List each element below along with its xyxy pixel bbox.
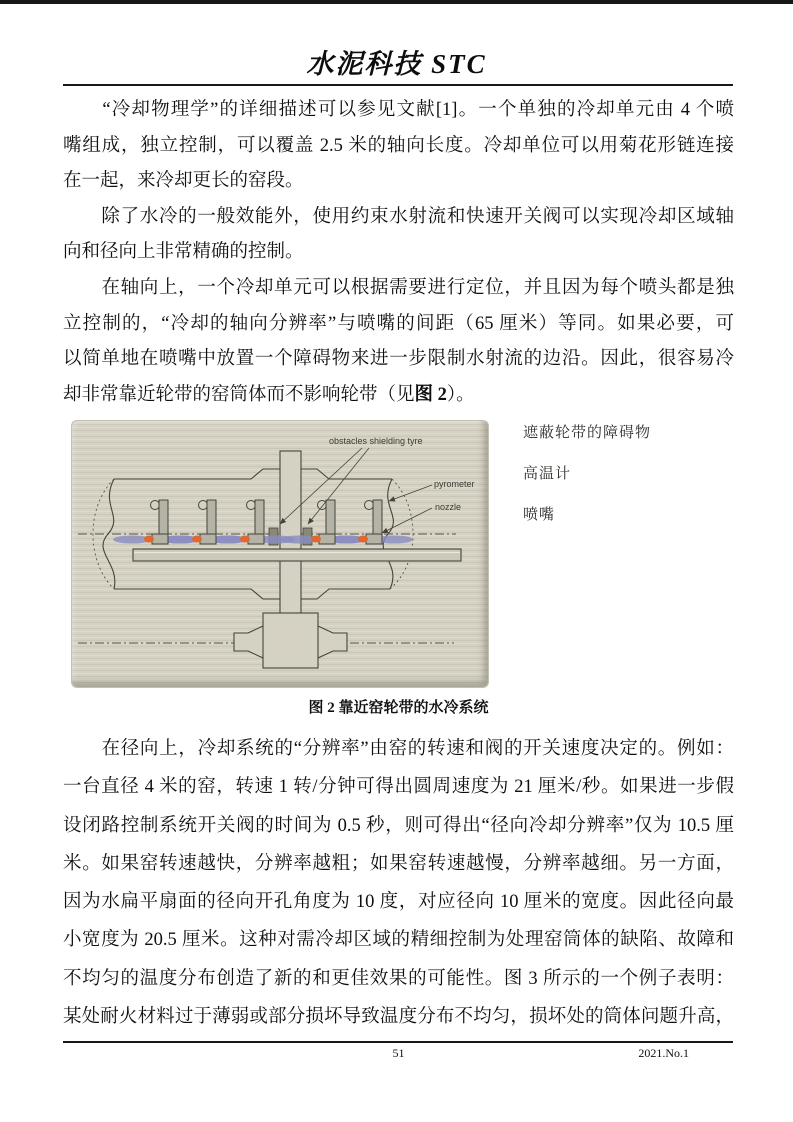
text-line: 因为水扁平扇面的径向开孔角度为 10 度，对应径向 10 厘米的宽度。因此径向最 — [63, 892, 734, 913]
text-line: 一台直径 4 米的窑，转速 1 转/分钟可得出圆周速度为 21 厘米/秒。如果进一步假 — [63, 777, 734, 798]
text-line: 除了水冷的一般效能外，使用约束水射流和快速开关阀可以实现冷却区域轴 — [63, 206, 734, 227]
nozzle-assemblies — [113, 500, 413, 544]
rail-shape — [133, 549, 461, 561]
label-nozzle: nozzle — [435, 502, 462, 512]
paragraph — [63, 93, 734, 200]
label-obstacles-shielding-tyre: obstacles shielding tyre — [329, 436, 423, 446]
body-paragraphs-top — [63, 93, 734, 413]
paragraph — [63, 730, 734, 1036]
text-line: “冷却物理学”的详细描述可以参见文献[1]。一个单独的冷却单元由 4 个喷 — [63, 100, 734, 120]
journal-title: 水泥科技 STC — [306, 49, 487, 79]
text-line: 嘴组成，独立控制，可以覆盖 2.5 米的轴向长度。冷却单位可以用菊花形链连接 — [63, 135, 734, 156]
text-line: 米。如果窑转速越快，分辨率越粗；如果窑转速越慢，分辨率越细。另一方面， — [63, 853, 734, 874]
body-paragraphs-bottom — [63, 730, 734, 1036]
figure-2-diagram — [71, 420, 489, 688]
kiln-tyre-shape — [280, 451, 301, 614]
figure-side-label-obstacles: 遮蔽轮带的障碍物 — [523, 425, 652, 441]
text-line: 在径向上，冷却系统的“分辨率”由窑的转速和阀的开关速度决定的。例如： — [63, 739, 734, 759]
support-roller-shape — [234, 613, 347, 668]
footer-rule — [63, 1041, 733, 1043]
issue-number: 2021.No.1 — [638, 1046, 689, 1060]
text-line: 以简单地在喷嘴中放置一个障碍物来进一步限制水射流的边沿。因此，很容易冷 — [63, 349, 734, 370]
water-cooling-diagram — [72, 421, 488, 687]
figure-side-label-pyrometer: 高温计 — [523, 466, 572, 482]
text-line: 却非常靠近轮带的窑筒体而不影响轮带（见图 2）。 — [63, 384, 475, 405]
header-rule — [63, 84, 733, 86]
text-line: 不均匀的温度分布创造了新的和更佳效果的可能性。图 3 所示的一个例子表明： — [63, 968, 734, 989]
text-line: 立控制的，“冷却的轴向分辨率”与喷嘴的间距（65 厘米）等同。如果必要，可 — [63, 313, 734, 334]
text-line: 向和径向上非常精确的控制。 — [63, 242, 304, 263]
scan-edge-strip — [0, 0, 793, 4]
label-pyrometer: pyrometer — [434, 479, 475, 489]
page-number: 51 — [392, 1046, 405, 1060]
leader-lines — [280, 448, 432, 533]
text-line: 设闭路控制系统开关阀的时间为 0.5 秒，则可得出“径向冷却分辨率”仅为 10.5 厘 — [63, 815, 734, 836]
text-line: 在一起，来冷却更长的窑段。 — [63, 171, 304, 192]
paragraph — [63, 200, 734, 271]
text-line: 在轴向上，一个冷却单元可以根据需要进行定位，并且因为每个喷头都是独 — [63, 277, 734, 298]
figure-side-label-nozzle: 喷嘴 — [523, 507, 556, 523]
text-line: 小宽度为 20.5 厘米。这种对需冷却区域的精细控制为处理窑筒体的缺陷、故障和 — [63, 930, 734, 951]
figure-caption: 图 2 靠近窑轮带的水冷系统 — [308, 700, 489, 716]
text-line: 某处耐火材料过于薄弱或部分损坏导致温度分布不均匀，损坏处的筒体问题升高， — [63, 1007, 734, 1028]
paragraph — [63, 271, 734, 413]
